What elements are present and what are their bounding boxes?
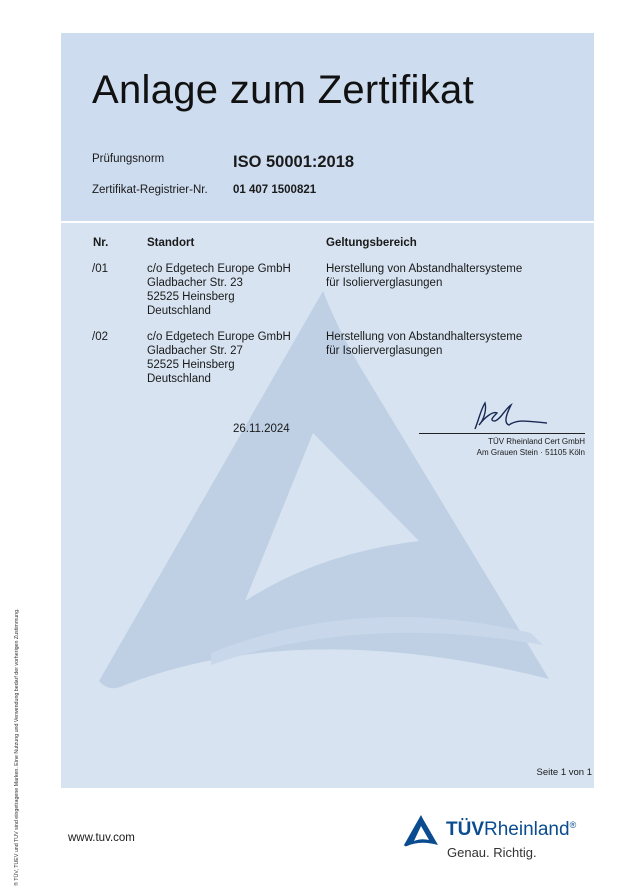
certificate-panel	[61, 33, 594, 788]
trademark-note: ® TÜV, TUEV und TUV sind eingetragene Marken. Eine Nutzung und Verwendung bedarf der vorherigen Zustimmung.	[14, 608, 20, 886]
signature-line	[419, 433, 585, 434]
registration-label: Zertifikat-Registrier-Nr.	[92, 184, 208, 196]
tuv-triangle-logo-icon	[402, 814, 440, 848]
issue-date: 26.11.2024	[233, 423, 290, 435]
site-line: c/o Edgetech Europe GmbH	[147, 263, 291, 275]
scope-line: für Isolierverglasungen	[326, 345, 443, 357]
row-1-scope	[326, 262, 522, 290]
site-line: Deutschland	[147, 305, 211, 317]
row-1-site	[147, 262, 291, 318]
scope-line: Herstellung von Abstandhaltersysteme	[326, 331, 523, 343]
site-line: Gladbacher Str. 27	[147, 345, 243, 357]
row-2-site	[147, 330, 291, 386]
page-info: Seite 1 von 1	[536, 767, 592, 778]
norm-label: Prüfungsnorm	[92, 153, 165, 165]
registration-value: 01 407 1500821	[233, 184, 317, 196]
brand-slogan: Genau. Richtig.	[447, 845, 537, 860]
header-site: Standort	[147, 237, 195, 249]
site-line: Gladbacher Str. 23	[147, 277, 243, 289]
handwritten-signature-icon	[471, 399, 551, 435]
page-title: Anlage zum Zertifikat	[92, 68, 475, 112]
site-line: c/o Edgetech Europe GmbH	[147, 331, 291, 343]
issuer-name: TÜV Rheinland Cert GmbH	[488, 437, 585, 446]
header-no: Nr.	[93, 237, 109, 249]
row-2-no: /02	[92, 331, 108, 343]
website-link[interactable]: www.tuv.com	[68, 832, 135, 844]
brand-bold: TÜV	[446, 819, 484, 840]
scope-line: Herstellung von Abstandhaltersysteme	[326, 263, 523, 275]
row-1-no: /01	[92, 263, 108, 275]
norm-value: ISO 50001:2018	[233, 153, 355, 171]
scope-line: für Isolierverglasungen	[326, 277, 443, 289]
registered-mark: ®	[569, 820, 577, 830]
row-2-scope	[326, 330, 522, 358]
site-line: 52525 Heinsberg	[147, 291, 235, 303]
issuer-address: Am Grauen Stein · 51105 Köln	[476, 447, 585, 457]
brand-name	[446, 819, 576, 841]
header-scope: Geltungsbereich	[326, 237, 417, 249]
issuer-block	[419, 437, 585, 458]
site-line: 52525 Heinsberg	[147, 359, 235, 371]
brand-rest: Rheinland	[484, 819, 570, 840]
site-line: Deutschland	[147, 373, 211, 385]
